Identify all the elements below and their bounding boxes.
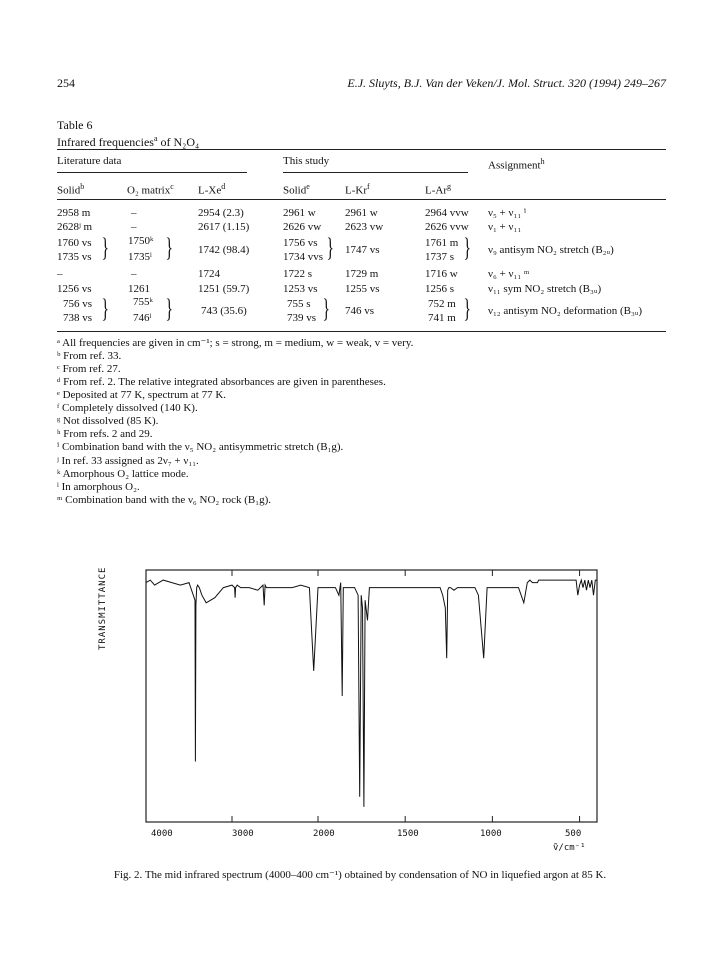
x-tick-label: 3000 xyxy=(232,829,254,839)
x-tick-label: 2000 xyxy=(313,829,335,839)
footnote: ᵃ All frequencies are given in cm⁻¹; s = strong, m = medium, w = weak, v = very. xyxy=(57,337,414,349)
table-cell: 1716 w xyxy=(425,268,458,280)
table-cell: 1760 vs xyxy=(57,237,92,249)
table-cell: ν₁ + ν₁₁ xyxy=(488,221,522,233)
x-tick-label: 500 xyxy=(565,829,582,839)
footnote: ᵐ Combination band with the ν₆ NO₂ rock (B₁g). xyxy=(57,494,272,506)
table-cell: ν₅ + ν₁₁ ⁱ xyxy=(488,207,527,219)
footnote: ᵈ From ref. 2. The relative integrated absorbances are given in parentheses. xyxy=(57,376,386,388)
footnote: ᵇ From ref. 33. xyxy=(57,350,122,362)
table-cell: 1253 vs xyxy=(283,283,318,295)
footnote: ʰ From refs. 2 and 29. xyxy=(57,428,153,440)
table-cell: 1729 m xyxy=(345,268,379,280)
table-cell: 738 vs xyxy=(63,312,93,324)
table-cell: 2623 vw xyxy=(345,221,384,233)
col-header-o2-sup: c xyxy=(170,182,174,191)
col-header-kr-sup: f xyxy=(367,182,370,191)
spectrum-trace xyxy=(146,580,597,807)
table-cell: 1742 (98.4) xyxy=(198,244,250,256)
table-cell: 2964 vvw xyxy=(425,207,469,219)
table-cell: 746ˡ xyxy=(133,312,152,324)
brace-glyph: } xyxy=(101,233,109,262)
footnote: ˡ In amorphous O₂. xyxy=(57,481,140,493)
table-cell: 1722 s xyxy=(283,268,313,280)
table-cell: 2958 m xyxy=(57,207,91,219)
table-cell: 1255 vs xyxy=(345,283,380,295)
table-cell: ν₁₁ sym NO₂ stretch (B₃ᵤ) xyxy=(488,283,602,295)
col-header-kr-text: L-Kr xyxy=(345,184,367,197)
col-header-solid2-text: Solid xyxy=(283,184,307,197)
brace-glyph: } xyxy=(463,233,471,262)
col-header-solid2-sup: e xyxy=(306,182,310,191)
x-tick-label: 1000 xyxy=(480,829,502,839)
table-caption-sup: a xyxy=(153,134,158,143)
table-cell: – xyxy=(131,221,137,233)
footnote: ⁱ Combination band with the ν₅ NO₂ antisymmetric stretch (B₁g). xyxy=(57,441,344,453)
table-cell: 1761 m xyxy=(425,237,459,249)
brace-glyph: } xyxy=(165,294,173,323)
table-cell: 1251 (59.7) xyxy=(198,283,250,295)
brace-glyph: } xyxy=(326,233,334,262)
table-cell: 1734 vvs xyxy=(283,251,324,263)
table-cell: 2628ʲ m xyxy=(57,221,93,233)
figure-caption: Fig. 2. The mid infrared spectrum (4000–400 cm⁻¹) obtained by condensation of NO in liquefied argon at 85 K. xyxy=(113,869,607,881)
brace-glyph: } xyxy=(322,294,330,323)
table-cell: 755 s xyxy=(287,298,311,310)
col-header-o2-text: O₂ matrix xyxy=(127,184,171,197)
page-number: 254 xyxy=(57,76,75,90)
table-cell: – xyxy=(131,268,137,280)
table-cell: ν₆ + ν₁₁ ᵐ xyxy=(488,268,530,280)
table-cell: 746 vs xyxy=(345,305,375,317)
table-cell: 1724 xyxy=(198,268,220,280)
footnote: ᶜ From ref. 27. xyxy=(57,363,121,375)
table-cell: 2961 w xyxy=(345,207,378,219)
col-header-xe-sup: d xyxy=(221,182,226,191)
table-number: Table 6 xyxy=(57,118,93,132)
col-header-ar-text: L-Ar xyxy=(425,184,447,197)
table-cell: 2617 (1.15) xyxy=(198,221,250,233)
x-axis-unit: ṽ/cm⁻¹ xyxy=(553,843,586,853)
table-cell: 2626 vw xyxy=(283,221,322,233)
col-header-xe-text: L-Xe xyxy=(198,184,222,197)
col-header-solid-text: Solid xyxy=(57,184,81,197)
col-header-ar-sup: g xyxy=(447,182,451,191)
plot-frame xyxy=(146,570,597,822)
y-axis-label: TRANSMITTANCE xyxy=(98,566,108,650)
footnote: ᶠ Completely dissolved (140 K). xyxy=(57,402,198,414)
table-caption-text: Infrared frequencies xyxy=(57,135,154,149)
table-cell: – xyxy=(131,207,137,219)
table-cell: 1256 s xyxy=(425,283,455,295)
table-cell: 2626 vvw xyxy=(425,221,469,233)
table-cell: 741 m xyxy=(428,312,456,324)
table-cell: 1261 xyxy=(128,283,150,295)
running-title: E.J. Sluyts, B.J. Van der Veken/J. Mol. Struct. 320 (1994) 249–267 xyxy=(347,76,666,90)
table-cell: – xyxy=(57,268,63,280)
table-cell: ν₉ antisym NO₂ stretch (B₂ᵤ) xyxy=(488,244,614,256)
brace-glyph: } xyxy=(165,233,173,262)
x-tick-label: 4000 xyxy=(151,829,173,839)
table-cell: 1256 vs xyxy=(57,283,92,295)
group-assignment-text: Assignment xyxy=(488,159,541,172)
group-assignment-sup: h xyxy=(540,157,545,166)
table-cell: ν₁₂ antisym NO₂ deformation (B₃ᵤ) xyxy=(488,305,643,317)
table-caption-tail: of N₂O₄ xyxy=(157,135,200,149)
group-this-study: This study xyxy=(283,155,330,167)
table-cell: 1737 s xyxy=(425,251,455,263)
table-cell: 2954 (2.3) xyxy=(198,207,244,219)
footnote: ᵍ Not dissolved (85 K). xyxy=(57,415,159,427)
x-tick-label: 1500 xyxy=(397,829,419,839)
group-literature: Literature data xyxy=(57,155,122,167)
col-header-solid-sup: b xyxy=(80,182,85,191)
brace-glyph: } xyxy=(463,294,471,323)
table-cell: 743 (35.6) xyxy=(201,305,247,317)
brace-glyph: } xyxy=(101,294,109,323)
table-cell: 1756 vs xyxy=(283,237,318,249)
table-cell: 1735ˡ xyxy=(128,251,152,263)
table-cell: 752 m xyxy=(428,298,456,310)
table-cell: 1735 vs xyxy=(57,251,92,263)
table-cell: 1747 vs xyxy=(345,244,380,256)
footnote: ʲ In ref. 33 assigned as 2ν₇ + ν₁₁. xyxy=(57,455,199,467)
table-cell: 1750ᵏ xyxy=(128,235,154,247)
table-cell: 756 vs xyxy=(63,298,93,310)
footnote: ᵏ Amorphous O₂ lattice mode. xyxy=(57,468,189,480)
footnote: ᵉ Deposited at 77 K, spectrum at 77 K. xyxy=(57,389,227,401)
table-cell: 739 vs xyxy=(287,312,317,324)
table-cell: 755ᵏ xyxy=(133,296,153,308)
table-cell: 2961 w xyxy=(283,207,316,219)
